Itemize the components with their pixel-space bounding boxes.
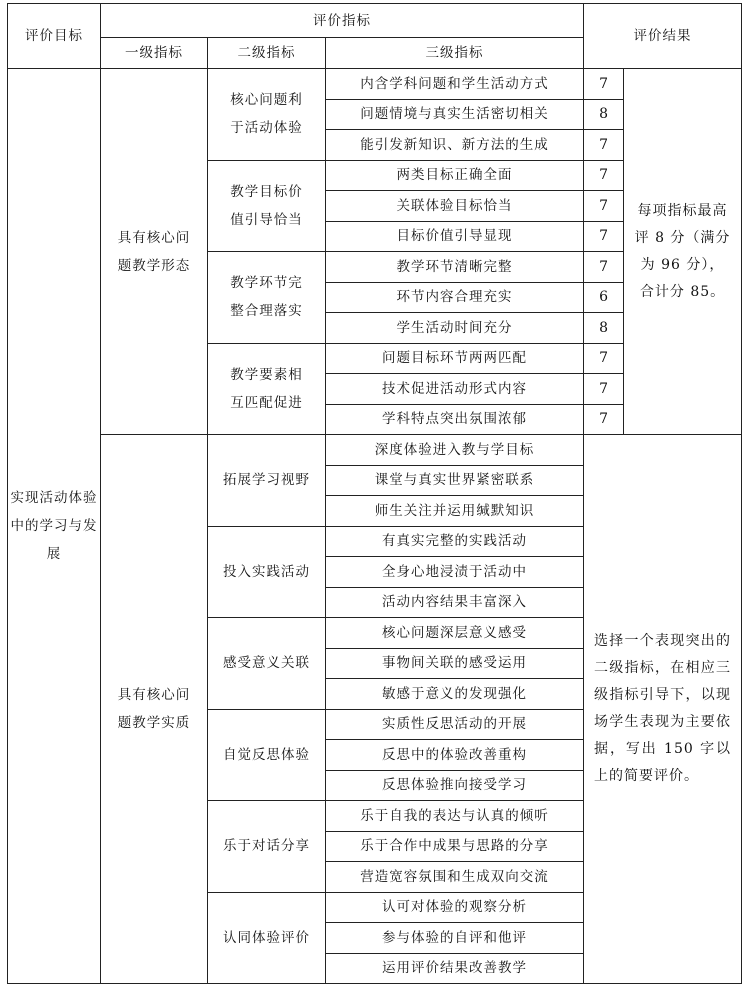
level3-cell: 两类目标正确全面 bbox=[326, 160, 584, 191]
score-cell: 7 bbox=[584, 221, 624, 252]
evaluation-table-container bbox=[7, 3, 742, 984]
level3-cell: 教学环节清晰完整 bbox=[326, 252, 584, 283]
level3-cell: 师生关注并运用缄默知识 bbox=[326, 496, 584, 527]
header-goal: 评价目标 bbox=[8, 4, 101, 69]
header-indicators: 评价指标 bbox=[101, 4, 584, 38]
level2-cell: 核心问题利于活动体验 bbox=[208, 69, 326, 161]
score-cell: 7 bbox=[584, 404, 624, 435]
level2-cell: 乐于对话分享 bbox=[208, 801, 326, 893]
header-result: 评价结果 bbox=[584, 4, 742, 69]
level3-cell: 问题情境与真实生活密切相关 bbox=[326, 99, 584, 130]
header-row bbox=[8, 4, 742, 38]
level3-cell: 课堂与真实世界紧密联系 bbox=[326, 465, 584, 496]
level2-cell: 教学目标价值引导恰当 bbox=[208, 160, 326, 252]
level3-cell: 学科特点突出氛围浓郁 bbox=[326, 404, 584, 435]
level3-cell: 内含学科问题和学生活动方式 bbox=[326, 69, 584, 100]
score-cell: 7 bbox=[584, 160, 624, 191]
level2-cell: 感受意义关联 bbox=[208, 618, 326, 710]
score-cell: 7 bbox=[584, 191, 624, 222]
score-cell: 7 bbox=[584, 252, 624, 283]
evaluation-table bbox=[7, 3, 742, 984]
level3-cell: 事物间关联的感受运用 bbox=[326, 648, 584, 679]
score-cell: 7 bbox=[584, 374, 624, 405]
score-cell: 6 bbox=[584, 282, 624, 313]
level2-cell: 教学要素相互匹配促进 bbox=[208, 343, 326, 435]
level1-cell: 具有核心问题教学实质 bbox=[101, 435, 208, 984]
level3-cell: 认可对体验的观察分析 bbox=[326, 892, 584, 923]
level2-cell: 投入实践活动 bbox=[208, 526, 326, 618]
table-row bbox=[8, 69, 742, 100]
level3-cell: 环节内容合理充实 bbox=[326, 282, 584, 313]
level2-cell: 拓展学习视野 bbox=[208, 435, 326, 527]
header-level3: 三级指标 bbox=[326, 38, 584, 69]
level3-cell: 实质性反思活动的开展 bbox=[326, 709, 584, 740]
level3-cell: 活动内容结果丰富深入 bbox=[326, 587, 584, 618]
level3-cell: 营造宽容氛围和生成双向交流 bbox=[326, 862, 584, 893]
level3-cell: 深度体验进入教与学目标 bbox=[326, 435, 584, 466]
goal-cell: 实现活动体验中的学习与发展 bbox=[8, 69, 101, 984]
header-level1: 一级指标 bbox=[101, 38, 208, 69]
level2-cell: 认同体验评价 bbox=[208, 892, 326, 984]
result-cell: 选择一个表现突出的二级指标，在相应三级指标引导下，以现场学生表现为主要依据，写出 150 字以上的简要评价。 bbox=[584, 435, 742, 984]
result-cell: 每项指标最高评 8 分（满分为 96 分），合计分 85。 bbox=[624, 69, 742, 435]
level3-cell: 核心问题深层意义感受 bbox=[326, 618, 584, 649]
score-cell: 7 bbox=[584, 343, 624, 374]
level3-cell: 技术促进活动形式内容 bbox=[326, 374, 584, 405]
level3-cell: 参与体验的自评和他评 bbox=[326, 923, 584, 954]
level3-cell: 学生活动时间充分 bbox=[326, 313, 584, 344]
level3-cell: 反思中的体验改善重构 bbox=[326, 740, 584, 771]
level3-cell: 能引发新知识、新方法的生成 bbox=[326, 130, 584, 161]
level3-cell: 目标价值引导显现 bbox=[326, 221, 584, 252]
level3-cell: 乐于自我的表达与认真的倾听 bbox=[326, 801, 584, 832]
level3-cell: 关联体验目标恰当 bbox=[326, 191, 584, 222]
score-cell: 7 bbox=[584, 69, 624, 100]
level3-cell: 问题目标环节两两匹配 bbox=[326, 343, 584, 374]
score-cell: 8 bbox=[584, 313, 624, 344]
level3-cell: 有真实完整的实践活动 bbox=[326, 526, 584, 557]
level2-cell: 教学环节完整合理落实 bbox=[208, 252, 326, 344]
evaluation-table-body bbox=[8, 4, 742, 984]
level3-cell: 乐于合作中成果与思路的分享 bbox=[326, 831, 584, 862]
level3-cell: 反思体验推向接受学习 bbox=[326, 770, 584, 801]
score-cell: 7 bbox=[584, 130, 624, 161]
level1-cell: 具有核心问题教学形态 bbox=[101, 69, 208, 435]
level2-cell: 自觉反思体验 bbox=[208, 709, 326, 801]
level3-cell: 运用评价结果改善教学 bbox=[326, 953, 584, 984]
level3-cell: 全身心地浸渍于活动中 bbox=[326, 557, 584, 588]
table-row bbox=[8, 435, 742, 466]
header-level2: 二级指标 bbox=[208, 38, 326, 69]
score-cell: 8 bbox=[584, 99, 624, 130]
level3-cell: 敏感于意义的发现强化 bbox=[326, 679, 584, 710]
